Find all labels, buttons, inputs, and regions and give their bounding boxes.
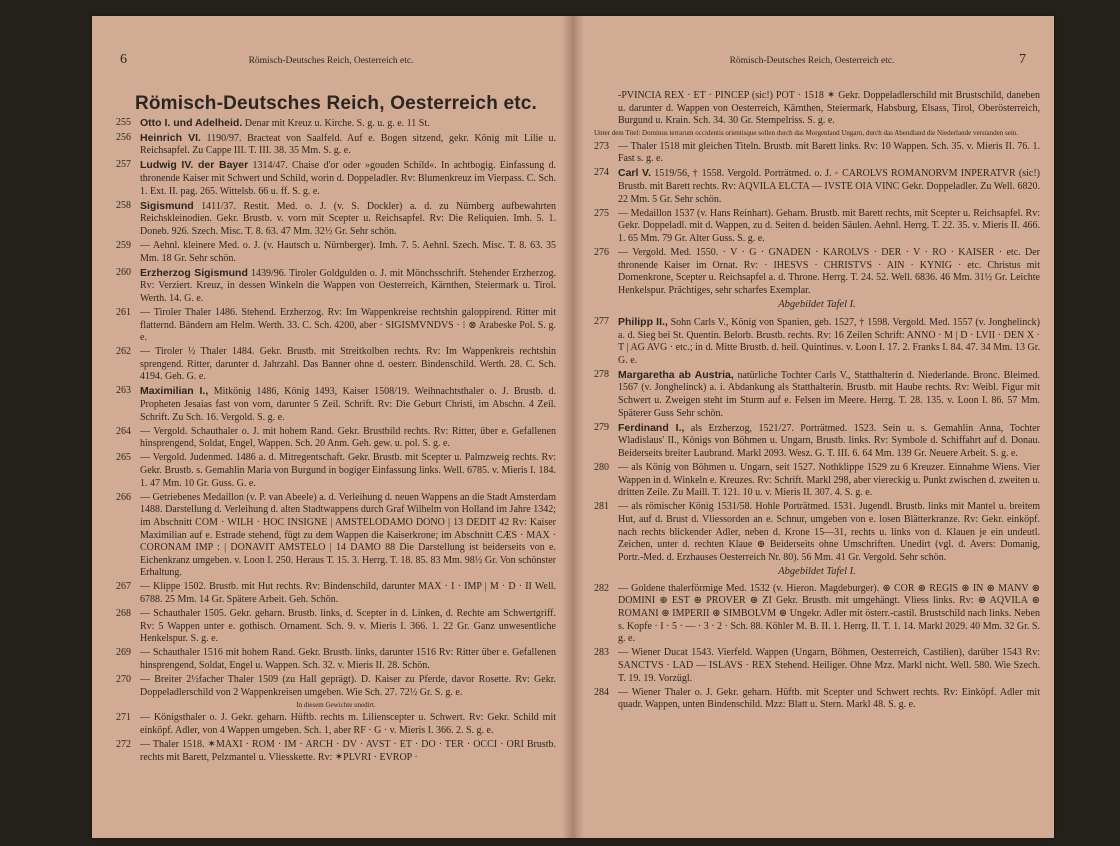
catalog-entry: [594, 247, 1040, 297]
plate-reference: Abgebildet Tafel I.: [778, 566, 856, 578]
catalog-entry: [116, 240, 556, 265]
entry-text: [140, 307, 556, 345]
entry-description: natürliche Tochter Carls V., Statthalterin d. Niederlande. Bronc. Bleimed. 1567 (v. Jonghelinck) a. i. Abdankung als Statthalterin. Brustb. mit Haube rechts. Rv: Weibl. Figur mit Schwert u. Zweigen steht im Sturm auf e. Felsen im Meere. Herrg. T. 28. 135. v. Loon I. 86. 57 Mm. Späterer Guss Sehr schön.: [618, 369, 1041, 419]
entry-description: — Vergold. Schauthaler o. J. mit hohem Rand. Gekr. Brustbild rechts. Rv: Ritter, über e. Gefallenen hinsprengend, Soldat, Engel, Wappen. Sch. 20 Anm. Geh. gew. u. pol. S. g. e.: [140, 425, 556, 450]
plate-reference: Abgebildet Tafel I.: [778, 299, 856, 311]
entry-number: 271: [116, 712, 131, 724]
catalog-entry: [594, 422, 1040, 461]
ruler-name: Maximilian I.,: [140, 385, 209, 398]
entry-number: 282: [594, 582, 609, 594]
entry-number: 276: [594, 247, 609, 259]
entry-description: — Schauthaler 1505. Gekr. geharn. Brustb. links, d. Scepter in d. Linken, d. Rechte am Schwertgriff. Rv: 5 Wappen unter e. gothisch. Ornament. Sch. 9. v. Mieris I. 366. 1. 22 Gr. Ganz unwesentliche Henkelspur. S. g. e.: [140, 608, 556, 645]
ruler-name: Carl V.: [618, 167, 651, 180]
entry-text: [140, 452, 556, 490]
entry-number: 266: [116, 491, 131, 503]
book-spread: [92, 16, 1054, 838]
entry-number: 273: [594, 140, 609, 152]
catalog-entry: [116, 452, 556, 490]
entry-description: — Breiter 2½facher Thaler 1509 (zu Hall geprägt). D. Kaiser zu Pferde, davor Rosette. Rv: Gekr. Doppeladlerschild von 2 Wappenkreisen umgeben. Wie Sch. 27. 72½ Gr. S. g. e.: [140, 674, 556, 698]
entry-number: 259: [116, 239, 131, 251]
ruler-name: Philipp II.,: [618, 316, 668, 328]
entry-text: [140, 200, 556, 239]
page-number: 7: [1019, 52, 1026, 67]
catalog-entry: [116, 117, 556, 131]
entry-number: 275: [594, 207, 609, 219]
entry-description: — Tiroler Thaler 1486. Stehend. Erzherzog. Rv: Im Wappenkreise rechtshin galoppirend. Ritter mit flatternd. Bändern am Helm. Werth. 33. C. Sch. 4200, aber · SIGISMVNDVS · ⁝ ⊗ Arabeske Pol. S. g. e.: [140, 306, 556, 344]
entry-number: 284: [594, 686, 609, 698]
running-head: Römisch-Deutsches Reich, Oesterreich etc.: [729, 56, 895, 66]
entry-text: [140, 117, 556, 131]
entry-list: [594, 141, 1040, 298]
entry-description: — Getriebenes Medaillon (v. P. van Abeele) a. d. Verleihung d. neuen Wappens an die Stadt Amsterdam 1488. Darstellung d. Verleihung d. alten Stadtwappens durch Graf Wilhelm von Holland im Jahre 1342; im Abschnitt COM · WILH · HOC INSIGNE | AMSTELODAMO DONO | 13 DEDIT 42 Rv: Kaiser Maximilian auf e. Estrade stehend, fügt zu dem Wappen die Kaiserkrone; im Abschnitt CÆS · MAX · CORONAM IMP : | DONAVIT AMSTELO | 14 DAMO 88 Die Darstellung ist beiderseits von e. Eichenkranz umgeben. v. Loon I. 250. Heraus T. 15. 3. Herrg. T. 18. 85. 83 Mm. 98½ Gr. Von schönster Erhaltung.: [140, 491, 556, 579]
entry-text: [618, 687, 1040, 712]
entry-description: — Vergold. Judenmed. 1486 a. d. Mitregentschaft. Gekr. Brustb. mit Scepter u. Palmzweig rechts. Rv: Gekr. Brustb. s. Gemahlin Maria von Burgund in bogiger Einfassung links. Well. 6785. v. Mieris I. 184. 1. 47 Mm. 10 Gr. Guss. G. e.: [140, 452, 556, 489]
entry-number: 283: [594, 647, 609, 659]
entry-text: [140, 267, 556, 306]
left-content: [116, 93, 557, 766]
entry-text: [140, 647, 556, 672]
book-gutter: [562, 16, 584, 838]
entry-number: 260: [116, 266, 131, 278]
entry-text: [140, 739, 556, 764]
catalog-entry: [594, 316, 1040, 367]
entry-description: — Wiener Thaler o. J. Gekr. geharn. Hüftb. mit Scepter und Schwert rechts. Rv: Einköpf. Adler mit quadr. Wappen, unten Bindenschild. Mzz: Blatt u. Stern. Markl 48. S. g. e.: [618, 686, 1040, 711]
entry-description: als Erzherzog, 1521/27. Porträtmed. 1523. Sein u. s. Gemahlin Anna, Tochter Wladislaus' II., Königs von Böhmen u. Ungarn, Brustb. links. Rv: Symbole d. Schiffahrt auf d. Donau. Beiderseits breiter Laubrand. Markl 2093. Wesz. G. T. III. 6. 64 Mm. 139 Gr. Neuere Arbeit. S. g. e.: [618, 422, 1041, 459]
entry-description: — Medaillon 1537 (v. Hans Reinhart). Geharn. Brustb. mit Barett rechts, mit Scepter u. Reichsapfel. Rv: Gekr. Doppeladl. mit d. Wappen, zu d. Seiten d. beiden Säulen. Aehnl. Herrg. T. 22. 35. v. Mieris II. 466. 1. 65 Mm. 79 Gr. Alter Guss. S. g. e.: [618, 207, 1040, 244]
entry-text: [140, 385, 556, 424]
entry-text: [140, 426, 556, 451]
entry-number: [594, 90, 618, 128]
entry-number: 268: [116, 608, 131, 620]
catalog-entry: [594, 369, 1040, 420]
entry-text: [140, 608, 556, 646]
footnote: Unter dem Titel: Dominus terrarum occidentis orientisque sollen durch das Morgenland Ungarn, durch das Abendland die Niederlande verstanden sein.: [594, 129, 1019, 138]
entry-description: — Thaler 1518. ✶MAXI · ROM · IM · ARCH · DV · AVST · ET · DO · TER · OCCI · ORI Brustb. rechts mit Barett, Pelzmantel u. Vliesskette. Rv: ✶PLVRI · EVROP ·: [140, 738, 556, 763]
entry-text: [618, 501, 1040, 564]
entry-text: [618, 369, 1040, 420]
catalog-entry: [116, 647, 556, 672]
entry-text: [140, 240, 556, 265]
catalog-entry: [594, 462, 1040, 500]
entry-number: 281: [594, 501, 609, 513]
entry-text: [618, 316, 1040, 367]
catalog-entry: [116, 674, 556, 699]
entry-number: 255: [116, 116, 131, 128]
catalog-entry: [594, 141, 1040, 166]
entry-description: — Schauthaler 1516 mit hohem Rand. Gekr. Brustb. links, darunter 1516 Rv: Ritter über e. Gefallenen hinsprengend, Soldat, Engel u. Wappen. Sch. 32. v. Mieris II. 28. Schön.: [140, 647, 556, 671]
entry-number: 274: [594, 167, 609, 179]
footnote: In diesem Gewichte unedirt.: [296, 700, 376, 709]
catalog-entry: [116, 712, 556, 737]
entry-number: 256: [116, 131, 131, 143]
entry-description: — Goldene thalerförmige Med. 1532 (v. Hieron. Magdeburger). ⊛ COR ⊛ REGIS ⊛ IN ⊛ MANV ⊛ DOMINI ⊛ EST ⊛ PROVER ⊛ ZI Gekr. Brustb. mit umgehängt. Vliess links. Rv: ⊛ AQVILA ⊛ ROMANI ⊛ IMPERII ⊛ SIMBOLVM ⊛ Ungekr. Adler mit österr.-castil. Brustschild nach links. Neben s. Kopfe · I · 5 · — · 3 · 2 · Sch. 88. Köhler M. B. II. 1. Herrg. II. T. 1. 14. Markl 2029. 40 Mm. 32 Gr. S. g. e.: [618, 582, 1040, 645]
entry-description: — Tiroler ½ Thaler 1484. Gekr. Brustb. mit Streitkolben rechts. Rv: Im Wappenkreis rechtshin sprengend. Ritter, darunter d. Jahrzahl. Das Banner ohne d. oesterr. Bindenschild. Werth. 28. C. Sch. 4194. Geh. G. e.: [140, 346, 556, 383]
catalog-entry: [116, 307, 556, 345]
catalog-entry: [594, 583, 1040, 646]
section-title: Römisch-Deutsches Reich, Oesterreich etc.: [134, 93, 538, 114]
catalog-entry: [116, 346, 556, 384]
entry-description: — Klippe 1502. Brustb. mit Hut rechts. Rv: Bindenschild, darunter MAX · I · IMP | M · D · II Well. 6788. 25 Mm. 14 Gr. Spätere Arbeit. Geh. Schön.: [140, 581, 556, 605]
entry-text: [140, 581, 556, 606]
entry-text: [618, 647, 1040, 685]
entry-text: [618, 141, 1040, 166]
entry-text: [618, 167, 1040, 206]
ruler-name: Ludwig IV. der Bayer: [140, 159, 249, 172]
entry-continuation: [594, 90, 1040, 128]
catalog-entry: [594, 167, 1040, 206]
ruler-name: Ferdinand I.,: [618, 421, 685, 434]
right-page: [570, 16, 1054, 838]
entry-list: [594, 316, 1040, 564]
entry-text: [140, 712, 556, 737]
entry-description: 1314/47. Chaise d'or oder »gouden Schild«. In achtbogig. Einfassung d. thronende Kaiser mit Schwert und Schild, worin d. Doppeladler. Rv: Blumenkreuz im Vierpass. C. Sch. 1. Ext. II. pag. 265. Wittelsb. 66 u. ff. S. g. e.: [140, 160, 557, 197]
entry-number: 264: [116, 425, 131, 437]
entry-number: 265: [116, 452, 131, 464]
catalog-entry: [594, 647, 1040, 685]
entry-description: 1190/97. Bracteat von Saalfeld. Auf e. Bogen sitzend, gekr. König mit Lilie u. Reichsapfel. Zu Cappe III. T. III. 38. 35 Mm. S. g. e.: [140, 132, 556, 157]
ruler-name: Heinrich VI.: [140, 131, 201, 144]
entry-text: [618, 462, 1040, 500]
entry-number: 269: [116, 647, 131, 659]
catalog-entry: [116, 492, 556, 580]
catalog-entry: [594, 208, 1040, 246]
entry-number: 257: [116, 159, 131, 171]
entry-description: 1519/56, † 1558. Vergold. Porträtmed. o. J. ◦ CAROLVS ROMANORVM INPERATVR (sic!) Brustb. mit Barett rechts. Rv: AQVILA ELCTA — IVSTE OIA VINC Gekr. Doppeladler. Zu Well. 6820. 22 Mm. 5 Gr. Sehr schön.: [618, 168, 1040, 205]
entry-list: [594, 583, 1040, 712]
entry-text: [140, 674, 556, 699]
entry-text: [140, 492, 556, 580]
entry-description: — als römischer König 1531/58. Hohle Porträtmed. 1531. Jugendl. Brustb. links mit Mantel u. breitem Hut, auf d. Brust d. Vliessorden an e. Schnur, umgeben von e. losen Blätterkranze. Rv: Gekr. einköpf. nach rechts blickender Adler, neben d. Krone 15—31, rechts u. links von d. Klauen je ein undeutl. Zeichen, unter d. rechten Klaue ⊕ Beiderseits ohne Umschriften. Unedirt (vgl. d. Avers: Domanig, Portr.-Med. d. Erzhauses Oesterreich Nr. 80). 56 Mm. 41 Gr. Vergold. Sehr schön.: [618, 501, 1040, 563]
entry-description: 1439/96. Tiroler Goldgulden o. J. mit Mönchsschrift. Stehender Erzherzog. Rv: Verziert. Kreuz, in dessen Winkeln die Wappen von Oesterreich, Kärnthen, Steiermark u. Tirol. Werth. 14. G. e.: [140, 267, 557, 304]
entry-number: 267: [116, 581, 131, 593]
entry-description: Sohn Carls V., König von Spanien, geb. 1527, † 1598. Vergold. Med. 1557 (v. Jonghelinck) a. d. Sieg bei St. Quentin. Belorb. Brustb. rechts. Rv: 16 Zeilen Schrift: ANNO · M | D · LVII · DEN X · T | AG AVG · etc.; in d. Mitte Brustb. d. heil. Quintinus. v. Loon I. 17. 2. Franks I. 84. 47. 34 Mm. 13 Gr. G. e.: [618, 317, 1040, 366]
entry-description: — Königsthaler o. J. Gekr. geharn. Hüftb. rechts m. Lilienscepter u. Schwert. Rv: Gekr. Schild mit einköpf. Adler, von 4 Wappen umgeben. Sch. 1, aber RF · G · v. Mieris I. 366. 2. S. g. e.: [140, 712, 556, 736]
catalog-entry: [116, 608, 556, 646]
entry-description: — Wiener Ducat 1543. Vierfeld. Wappen (Ungarn, Böhmen, Oesterreich, Castilien), darüber 1543 Rv: SANCTVS · LAD — ISLAVS · REX Stehend. Heiliger. Ohne Mzz. Markl nicht. Well. 580. Wie Szech. T. 19. 19. Vorzügl.: [618, 647, 1040, 684]
catalog-entry: [116, 581, 556, 606]
entry-description: — Vergold. Med. 1550. · V · G · GNADEN · KAROLVS · DER · V · RO · KAISER · etc. Der thronende Kaiser im Ornat. Rv: · IHESVS · CHRISTVS · AIN · KYNIG · etc. Christus mit Dornenkrone, Scepter u. Reichsapfel a. d. Throne. Herrg. T. 24. 52. Well. 6836. 46 Mm. 31½ Gr. Leichte Henkelspur. Prächtiges, sehr scharfes Exemplar.: [618, 247, 1040, 296]
entry-text: [618, 422, 1040, 461]
catalog-entry: [116, 739, 556, 764]
entry-description: 1411/37. Restit. Med. o. J. (v. S. Dockler) a. d. zu Nürnberg aufbewahrten Reichskleinodien. Gekr. Brustb. v. vorn mit Scepter u. Reichsapfel. Rv: Die Reliquien. Imh. 5. 1. Doneb. 926. Szech. Misc. T. 8. 63. 47 Mm. 32½ Gr. Sehr schön.: [140, 200, 556, 237]
ruler-name: Sigismund: [140, 199, 194, 212]
entry-number: 280: [594, 462, 609, 474]
entry-text: [618, 583, 1040, 646]
catalog-entry: [116, 426, 556, 451]
entry-number: 263: [116, 385, 131, 397]
entry-number: 270: [116, 674, 131, 686]
catalog-entry: [116, 159, 556, 198]
entry-list: [116, 712, 556, 764]
entry-text: [140, 159, 556, 198]
left-page: [92, 16, 570, 838]
entry-number: 278: [594, 368, 609, 380]
entry-description: Mitkönig 1486, König 1493, Kaiser 1508/19. Weihnachtsthaler o. J. Brustb. d. Propheten Jesaias fast von vorn, darunter 5 Zeil. Schrift. Rv: Die Geburt Christi, im Abschn. 4 Zeil. Schrift. Zu Sch. 16. Vergold. S. g. e.: [140, 386, 557, 423]
entry-description: — Thaler 1518 mit gleichen Titeln. Brustb. mit Barett links. Rv: 10 Wappen. Sch. 35. v. Mieris II. 76. 1. Fast s. g. e.: [618, 140, 1040, 165]
catalog-entry: [116, 267, 556, 306]
catalog-entry: [116, 132, 556, 158]
entry-description: — als König von Böhmen u. Ungarn, seit 1527. Nothklippe 1529 zu 6 Kreuzer. Einnahme Wiens. Vier Wappen in d. Winkeln e. Kreuzes. Rv: Schrift. Markl 298, aber viereckig u. Punkt zwischen d. zweiten u. dritten Zeile. Zu Maill. T. 121. 10 u. v. Mieris II. 307. 4. S. g. e.: [618, 462, 1040, 499]
entry-text: [140, 132, 556, 158]
running-head: Römisch-Deutsches Reich, Oesterreich etc.: [248, 56, 414, 66]
catalog-entry: [116, 385, 556, 424]
entry-list: [116, 117, 556, 700]
ruler-name: Erzherzog Sigismund: [140, 266, 248, 279]
page-number: 6: [120, 52, 127, 67]
entry-number: 262: [116, 346, 131, 358]
right-content: [594, 90, 1040, 713]
entry-number: 279: [594, 421, 609, 433]
entry-description: Denar mit Kreuz u. Kirche. S. g. u. g. e. 11 St.: [244, 117, 430, 129]
entry-number: 258: [116, 199, 131, 211]
entry-description: — Aehnl. kleinere Med. o. J. (v. Hautsch u. Nürnberger). Imh. 7. 5. Aehnl. Szech. Misc. T. 8. 63. 35 Mm. 18 Gr. Sehr schön.: [140, 239, 556, 264]
entry-number: 272: [116, 738, 131, 750]
entry-text: [140, 346, 556, 384]
ruler-name: Margaretha ab Austria,: [618, 368, 734, 381]
entry-text: [618, 208, 1040, 246]
entry-number: 261: [116, 306, 131, 318]
catalog-entry: [594, 501, 1040, 564]
entry-number: 277: [594, 316, 609, 327]
ruler-name: Otto I. und Adelheid.: [140, 116, 243, 129]
catalog-entry: [594, 687, 1040, 712]
entry-text: -PVINCIA REX · ET · PINCEP (sic!) POT · 1518 ✶ Gekr. Doppeladlerschild mit Brustschild, daneben u. darunter d. Wappen von Oesterreich, Kärnthen, Steiermark, Habsburg, Elsass, Tirol, Oberösterreich, Burgund u. Krain. Sch. 34. 30 Gr. Stempelriss. S. g. e.: [618, 90, 1040, 127]
catalog-entry: [116, 200, 556, 239]
entry-text: [618, 247, 1040, 297]
